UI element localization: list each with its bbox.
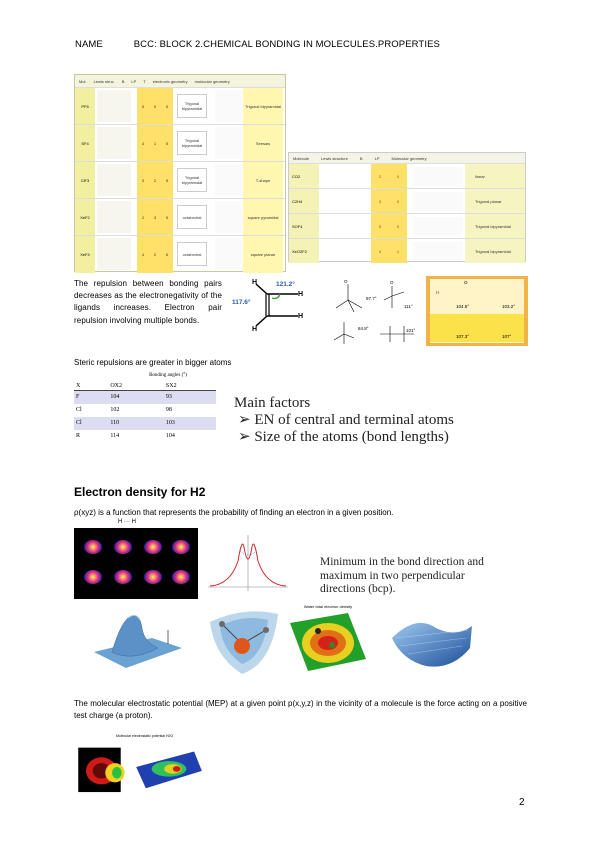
shape-image [413,167,463,186]
t2-nums: 2 0 [371,164,407,188]
t1-row [75,125,285,162]
t2-row [289,163,525,188]
t2-mg: linear [465,164,525,188]
t2-mol: XeO2F2 [289,239,319,263]
t1-mg: square planar [243,236,283,273]
t2-header [289,153,525,163]
t1-mol: XeF4 [75,236,95,273]
table-header: OX2 [108,382,164,391]
geometry-image [215,164,243,196]
t1-eg: Trigonal bipyramidal [177,94,207,118]
section-title: Electron density for H2 [74,485,206,499]
t1-mg: Trigonal bipyramidal [243,88,283,124]
geometry-image [215,90,243,122]
table-header: X [74,382,108,391]
factor-item: Size of the atoms (bond lengths) [254,429,449,445]
minimum-text: Minimum in the bond direction and maximum in two perpendicular directions (bcp). [320,556,484,595]
bonding-angles-table [74,373,222,453]
geometry-image [215,238,243,270]
t2-h-mol: Molecule [293,155,310,161]
svg-text:111°: 111° [404,304,413,309]
hh-label: H ··· H [118,519,136,525]
shape-image [413,192,463,211]
svg-text:H: H [298,313,304,320]
svg-text:117.6°: 117.6° [232,299,251,306]
table-row: Cl 102 98 [76,407,172,413]
t1-mg: square pyramidal [243,199,283,235]
t1-nums: 3 2 5 [137,162,173,198]
mep-images [76,734,206,794]
geometry-image [215,127,243,159]
t1-nums: 5 0 5 [137,88,173,124]
t1-h-eg: electronic geometry [152,78,188,84]
factor-item: EN of central and terminal atoms [254,412,454,428]
density-profile-graph [204,531,290,595]
vsepr-table-1 [74,74,286,272]
t1-row [75,236,285,273]
t1-row [75,199,285,236]
t2-h-mg: Molecular geometry [391,155,427,161]
main-factors-title: Main factors [234,395,311,411]
shape-image [413,217,463,236]
arrow-icon: ➢ [238,429,255,445]
t1-header [75,75,285,88]
potential-surface-3d [386,608,476,674]
t2-row [289,213,525,238]
svg-text:101°: 101° [406,328,416,333]
lewis-structure-image [97,238,131,270]
svg-text:97.7°: 97.7° [366,296,377,301]
t2-mol: C2H4 [289,189,319,213]
t2-nums: 4 1 [371,239,407,263]
svg-text:121.2°: 121.2° [276,281,295,288]
lewis-structure-image [97,164,131,196]
table-header: SX2 [164,382,216,391]
shape-image [413,242,463,261]
density-surface-plot [92,608,184,670]
ethylene-angle-diagram [232,276,322,334]
t1-eg: Trigonal bipyramidal [177,131,207,155]
bond-critical-point-diagram [206,604,282,678]
t2-mg: Trigonal planar [465,189,525,213]
repulsion-paragraph: The repulsion between bonding pairs decreases as the electronegativity of the ligands increases. Electron pair repulsion involving multiple bonds. [74,279,222,325]
t1-mol: PF5 [75,88,95,124]
t1-row [75,88,285,125]
lewis-structure-image [97,201,131,233]
svg-text:H: H [298,291,304,298]
multiple-bond-structures [330,278,422,348]
svg-text:O: O [390,280,394,285]
angle-label: 107° [502,334,512,339]
t1-eg: octahedral [177,242,207,266]
angle-label: 107.3° [456,334,470,339]
t1-nums: 4 2 6 [137,236,173,273]
table-caption: Bonding angles (°) [149,373,187,378]
t1-h-mol: Mol. [79,78,87,84]
table-row: R 114 104 [76,433,175,439]
t1-eg: octahedral [177,205,207,229]
svg-text:84.8°: 84.8° [358,326,369,331]
svg-text:H: H [252,279,258,286]
t1-h-t: T [143,78,146,84]
main-factors [234,395,454,446]
t2-mg: Trigonal bipyramidal [465,239,525,263]
table-row: Cl 110 103 [74,417,216,430]
density-paragraph: ρ(xyz) is a function that represents the probability of finding an electron in a given position. [74,508,394,517]
angle-label: 103.2° [502,304,516,309]
t2-h-lp: LP [374,155,380,161]
t2-row [289,238,525,263]
t2-nums: 3 0 [371,189,407,213]
t1-h-b: B [121,78,125,84]
t1-row [75,162,285,199]
arrow-icon: ➢ [238,412,255,428]
t1-mol: ClF3 [75,162,95,198]
t2-nums: 5 0 [371,214,407,238]
t1-h-lp: LP [131,78,137,84]
svg-text:H: H [252,326,258,333]
name-label: NAME [75,39,103,50]
svg-text:O: O [344,279,348,284]
t1-h-mg: molecular geometry [194,78,230,84]
t2-h-lewis: Lewis structure [321,155,348,161]
mep-paragraph: The molecular electrostatic potential (MEP) at a given point p(x,y,z) in the vicinity of a molecule is the force acting on a positive test charge (a proton). [74,699,527,721]
lewis-structure-image [97,127,131,159]
vsepr-table-2 [288,152,526,262]
table-row: F 104 93 [74,391,216,404]
t2-mg: Trigonal bipyramidal [465,214,525,238]
t1-nums: 4 1 5 [137,125,173,161]
page-title: BCC: BLOCK 2.CHEMICAL BONDING IN MOLECULES.PROPERTIES [133,39,440,50]
t2-h-b: B [359,155,363,161]
mep-label: Molecular electrostatic potential H2O [116,734,174,738]
t2-row [289,188,525,213]
t1-mg: T-shape [243,162,283,198]
t1-nums: 2 3 5 [137,199,173,235]
orbital-density-image [74,528,198,599]
steric-paragraph: Steric repulsions are greater in bigger atoms [74,358,232,367]
t1-mol: SF4 [75,125,95,161]
water-density-panel [288,604,368,676]
t2-mol: CO2 [289,164,319,188]
elf-label: Water total electron density [303,604,353,609]
water-angles-panel: H O 104.5° 103.2° 107.3° 107° [426,276,528,346]
geometry-image [215,201,243,233]
page-header [75,39,440,50]
t1-mol: XeF2 [75,199,95,235]
t1-mg: Seesaw [243,125,283,161]
lewis-structure-image [97,90,131,122]
t2-mol: SOF4 [289,214,319,238]
t1-eg: Trigonal bipyramidal [177,168,207,192]
angle-label: 104.5° [456,304,470,309]
t1-h-lewis: Lewis struc. [93,78,115,84]
page-number: 2 [519,797,525,808]
